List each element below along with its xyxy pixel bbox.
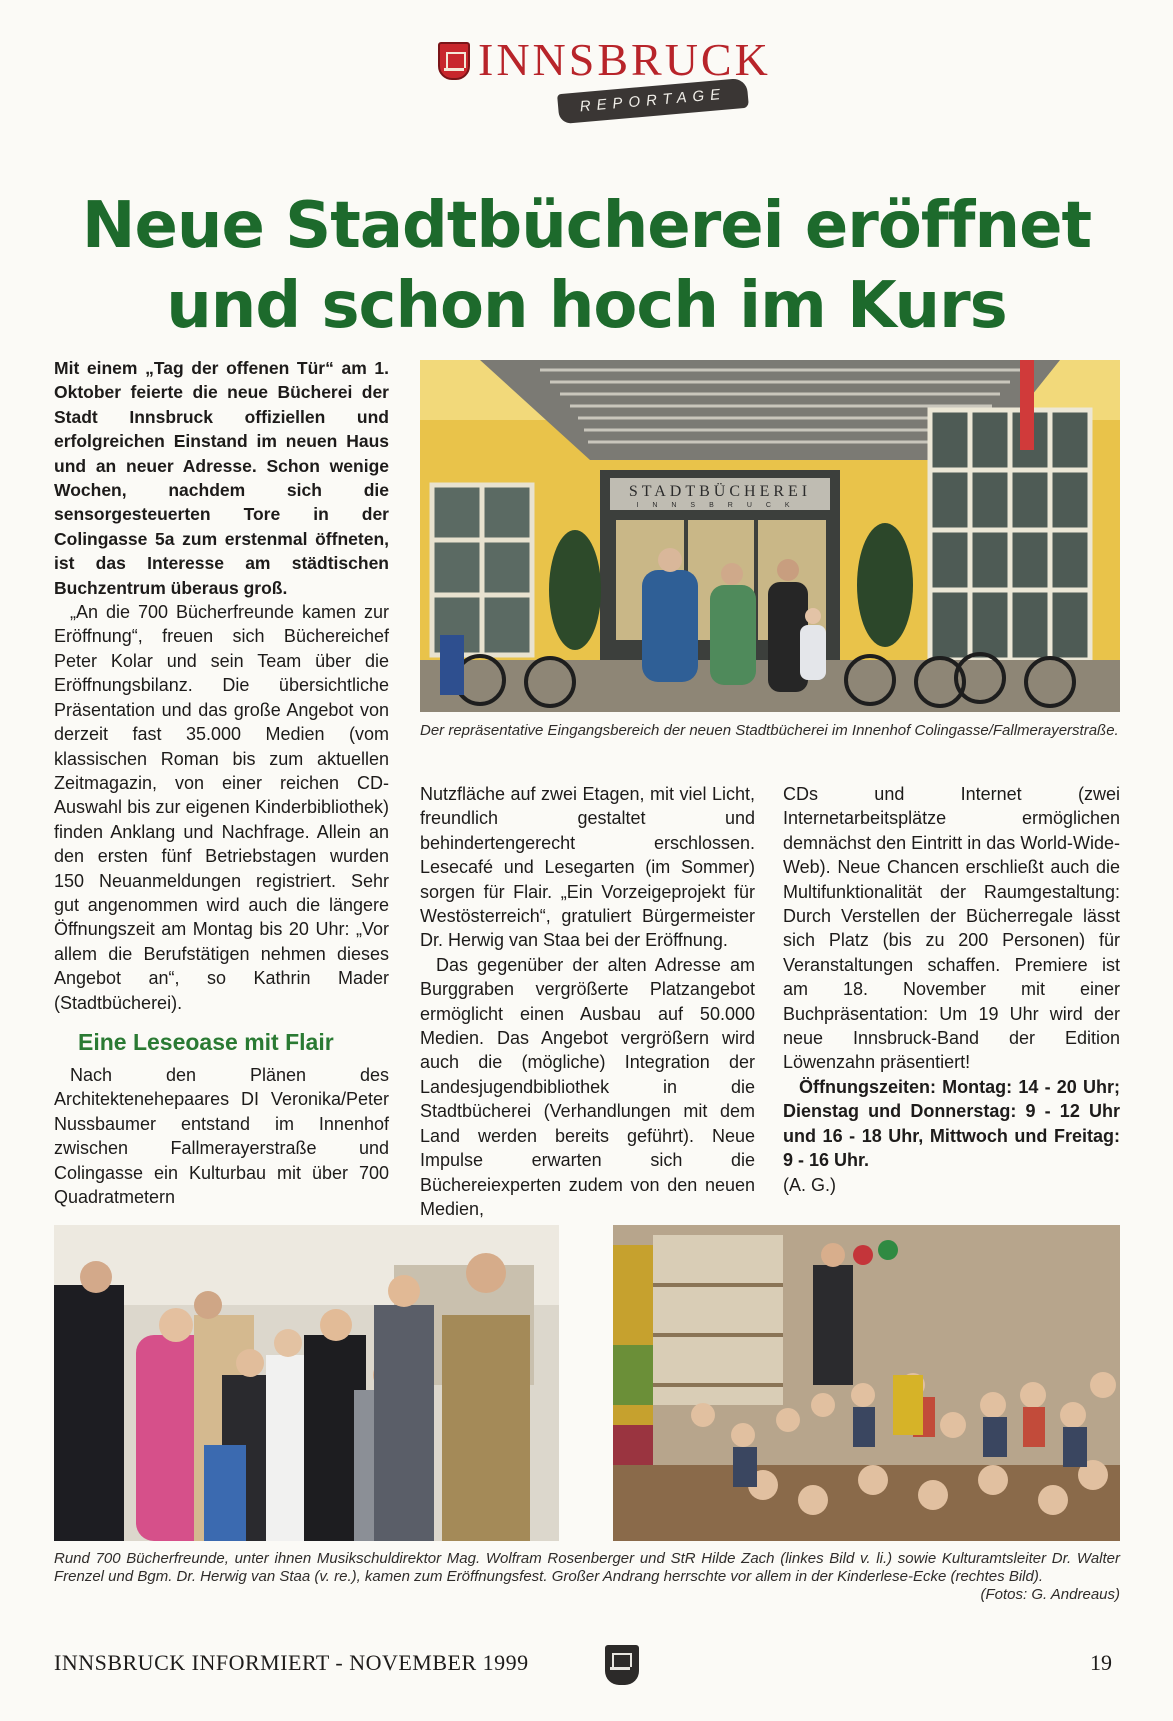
article-column-1: [54, 356, 389, 1209]
article-paragraph-4: Das gegenüber der alten Adresse am Burggraben vergrößerte Platzangebot ermöglicht einen Ausbau auf 50.000 Medien. Das Angebot vergrößern wird auch die (mögliche) Integration der Landesjugendbibliothek in die Stadtbücherei (Verhandlungen mit dem Land werden bereits geführt). Neue Impulse erwarten sich die Büchereiexperten zudem von den neuen Medien,: [420, 954, 755, 1219]
article-subhead: Eine Leseoase mit Flair: [78, 1028, 334, 1055]
opening-hours: Öffnungszeiten: Montag: 14 - 20 Uhr; Dienstag und Donnerstag: 9 - 12 Uhr und 16 - 18 Uhr, Mittwoch und Freitag: 9 - 16 Uhr.: [783, 1076, 1120, 1171]
innsbruck-crest-icon: [438, 42, 470, 80]
entrance-sign: STADTBÜCHEREI: [628, 483, 812, 500]
page-number: 19: [1090, 1650, 1112, 1675]
publication-footer: INNSBRUCK INFORMIERT - NOVEMBER 1999: [54, 1650, 529, 1675]
headline-line-1: Neue Stadtbücherei eröffnet: [81, 189, 1092, 263]
photo-credit: (Fotos: G. Andreaus): [980, 1586, 1120, 1603]
article-column-2: [420, 782, 755, 1221]
masthead: [438, 34, 771, 126]
page-title: [40, 186, 1133, 346]
article-author: (A. G.): [783, 1174, 836, 1195]
children-reading-corner-photo: [613, 1225, 1120, 1541]
article-column-3: [783, 782, 1120, 1197]
opening-guests-photo: [54, 1225, 559, 1541]
article-lead: Mit einem „Tag der offenen Tür“ am 1. Oktober feierte die neue Bücherei der Stadt Innsbruck offiziellen und erfolgreichen Einstand im neuen Haus und an neuer Adresse. Schon wenige Wochen, nachdem sich die sensorgesteuerten Tore in der Colingasse 5a zum erstenmal öffneten, ist das Interesse am städtischen Buchzentrum überaus groß.: [54, 358, 389, 598]
article-paragraph-2: Nach den Plänen des Architektenehepaares DI Veronika/Peter Nussbaumer entstand im Innenhof zwischen Fallmerayerstraße und Colingasse ein Kulturbau mit über 700 Quadratmetern: [54, 1064, 389, 1207]
masthead-title: INNSBRUCK: [478, 34, 771, 85]
bottom-photos-caption: [54, 1550, 1120, 1604]
article-paragraph-5: CDs und Internet (zwei Internetarbeitsplätze ermöglichen demnächst den Eintritt in das World-Wide-Web). Neue Chancen erschließt auch die Multifunktionalität der Raumgestaltung: Durch Verstellen der Bücherregale lässt sich Platz (bis zu 200 Personen) für Veranstaltungen schaffen. Premiere ist am 18. November mit einer Buchpräsentation: Um 19 Uhr wird der neue Innsbruck-Band der Edition Löwenzahn präsentiert!: [783, 784, 1120, 1073]
article-paragraph-3: Nutzfläche auf zwei Etagen, mit viel Licht, freundlich gestaltet und behindertengerecht erschlossen. Lesecafé und Lesegarten (im Sommer) sorgen für Flair. „Ein Vorzeigeprojekt für Westösterreich“, gratuliert Bürgermeister Dr. Herwig van Staa bei der Eröffnung.: [420, 784, 755, 951]
bottom-caption-text: Rund 700 Bücherfreunde, unter ihnen Musikschuldirektor Mag. Wolfram Rosenberger und StR Hilde Zach (linkes Bild v. li.) sowie Kulturamtsleiter Dr. Walter Frenzel und Bgm. Dr. Herwig van Staa (v. re.), kamen zum Eröffnungsfest. Großer Andrang herrschte vor allem in der Kinderlese-Ecke (rechtes Bild).: [54, 1550, 1120, 1585]
masthead-subtitle: REPORTAGE: [579, 85, 727, 116]
article-paragraph-1: „An die 700 Bücherfreunde kamen zur Eröffnung“, freuen sich Büchereichef Peter Kolar und sein Team über die Eröffnungsbilanz. Die übersichtliche Präsentation und das große Angebot von derzeit fast 35.000 Medien (vom klassischen Roman bis zum aktuellen Zeitmagazin, von einer reichen CD-Auswahl bis zur eigenen Kinderbibliothek) finden Anklang und Nachfrage. Allein an den ersten fünf Betriebstagen wurden 150 Neuanmeldungen registriert. Sehr gut angenommen wird auch die längere Öffnungszeit am Montag bis 20 Uhr: „Vor allem die Berufstätigen nehmen dieses Angebot an“, so Kathrin Mader (Stadtbücherei).: [54, 602, 389, 1013]
headline-line-2: und schon hoch im Kurs: [166, 269, 1007, 343]
opening-guests-illustration: [54, 1225, 559, 1541]
entrance-photo: [420, 360, 1120, 712]
city-crest-icon: [605, 1645, 639, 1685]
entrance-sign-sub: INNSBRUCK: [636, 502, 804, 509]
entrance-photo-caption: Der repräsentative Eingangsbereich der neuen Stadtbücherei im Innenhof Colingasse/Fallmerayerstraße.: [420, 722, 1119, 739]
children-reading-illustration: [613, 1225, 1120, 1541]
entrance-photo-illustration: [420, 360, 1120, 712]
